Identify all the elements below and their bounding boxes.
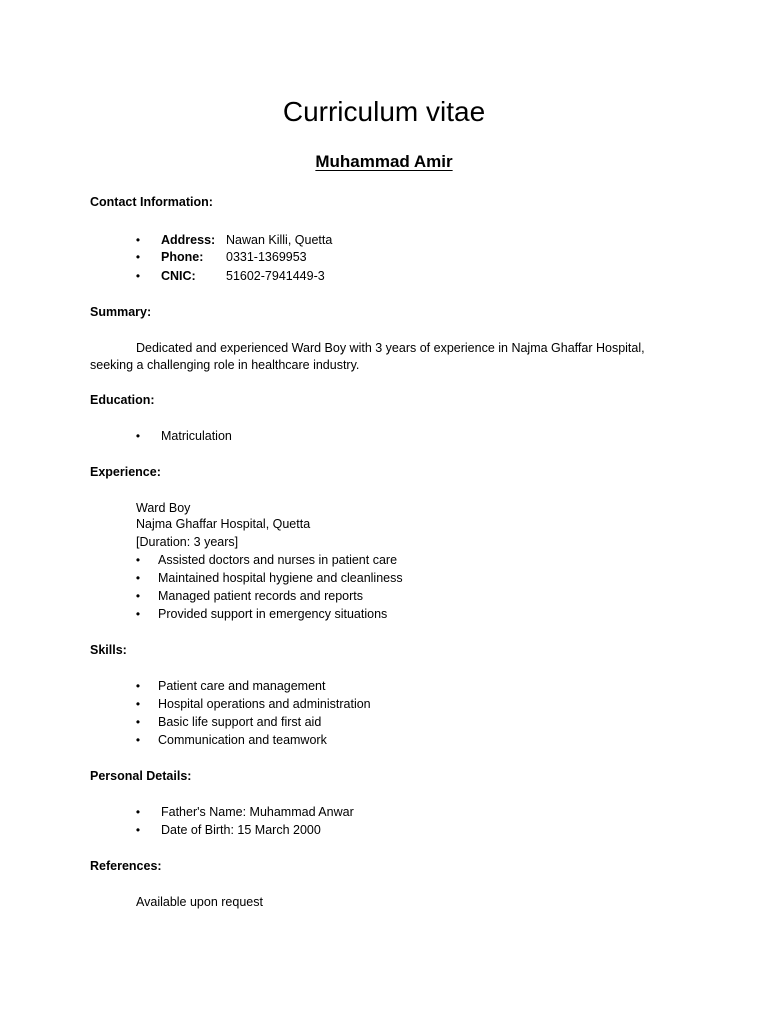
personal-item: Father's Name: Muhammad Anwar [161,805,354,819]
skills-bullet: • [135,679,141,693]
experience-item: Assisted doctors and nurses in patient care [158,553,398,567]
skill-item: Hospital operations and administration [158,697,371,711]
references-heading: References: [90,859,162,873]
summary-line-1: Dedicated and experienced Ward Boy with 3 years of experience in Najma Ghaffar Hospital, [136,341,645,355]
experience-item: Maintained hospital hygiene and cleanliness [158,571,403,585]
experience-item: Managed patient records and reports [158,589,363,603]
experience-bullet: • [135,571,141,585]
experience-bullet: • [135,589,141,603]
cnic-label: CNIC: [161,269,196,283]
education-bullet: • [135,429,141,443]
experience-bullet: • [135,607,141,621]
experience-bullet: • [135,553,141,567]
phone-value: 0331-1369953 [226,250,307,264]
experience-employer: Najma Ghaffar Hospital, Quetta [136,517,311,531]
experience-heading: Experience: [90,465,161,479]
skill-item: Patient care and management [158,679,326,693]
skill-item: Communication and teamwork [158,733,327,747]
candidate-name [0,150,768,174]
phone-label: Phone: [161,250,204,264]
address-label: Address: [161,233,216,247]
skills-bullet: • [135,697,141,711]
skills-heading: Skills: [90,643,127,657]
experience-role: Ward Boy [136,501,191,515]
contact-heading: Contact Information: [90,195,213,209]
summary-heading: Summary: [90,305,152,319]
document-title: Curriculum vitae [282,96,486,127]
address-value: Nawan Killi, Quetta [226,233,333,247]
contact-bullet: • [135,250,141,264]
candidate-name-text: Muhammad Amir [315,152,453,171]
experience-duration: [Duration: 3 years] [136,535,239,549]
skills-bullet: • [135,715,141,729]
summary-line-2: seeking a challenging role in healthcare industry. [90,358,360,372]
personal-heading: Personal Details: [90,769,192,783]
references-text: Available upon request [136,895,263,909]
skills-bullet: • [135,733,141,747]
education-heading: Education: [90,393,155,407]
personal-bullet: • [135,823,141,837]
cnic-value: 51602-7941449-3 [226,269,325,283]
skill-item: Basic life support and first aid [158,715,322,729]
education-item: Matriculation [161,429,232,443]
contact-bullet: • [135,233,141,247]
contact-bullet: • [135,269,141,283]
experience-item: Provided support in emergency situations [158,607,388,621]
personal-bullet: • [135,805,141,819]
personal-item: Date of Birth: 15 March 2000 [161,823,321,837]
